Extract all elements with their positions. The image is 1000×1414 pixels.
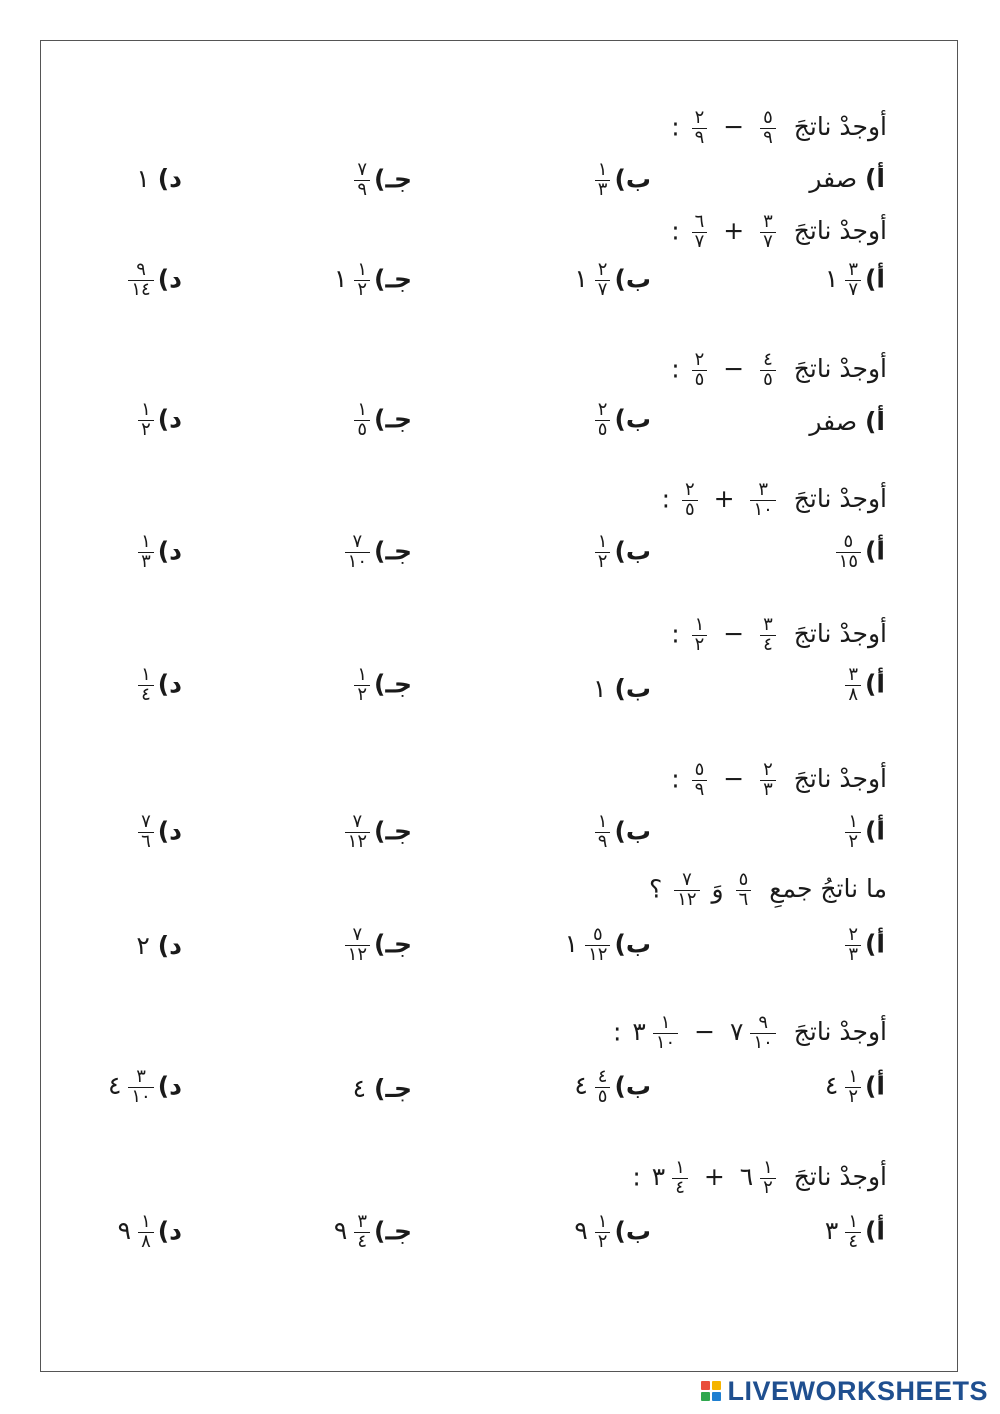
option-b[interactable]: ب) $\frac{١}{٩}$ [591, 813, 651, 852]
option-a[interactable]: أ) صفر [809, 407, 885, 436]
option-c[interactable]: جـ) $\frac{٧}{٩}$ [350, 161, 412, 200]
question-5 [39, 606, 957, 741]
question-3 [39, 341, 957, 471]
question-stem: أوجدْ ناتجَ $\frac{٢}{٣}$ − $\frac{٥}{٩}$ : [671, 759, 887, 800]
option-a[interactable]: أ) $\frac{٢}{٣}$ [841, 926, 885, 965]
option-d[interactable]: د) $\frac{٩}{١٤}$ [124, 261, 182, 300]
worksheet-frame [40, 40, 958, 1372]
question-stem: ما ناتجُ جمعِ $\frac{٥}{٦}$ وَ $\frac{٧}{١٢}$ ؟ [649, 869, 887, 910]
option-d[interactable]: د) $\frac{٣}{١٠}$ ٤ [107, 1066, 182, 1107]
question-7 [39, 866, 957, 1016]
option-a[interactable]: أ) $\frac{٥}{١٥}$ [832, 533, 885, 572]
option-b[interactable]: ب) $\frac{٢}{٥}$ [591, 401, 651, 440]
option-b[interactable]: ب) $\frac{١}{٢}$ ٩ [574, 1211, 651, 1252]
question-2 [39, 201, 957, 341]
option-c[interactable]: جـ) $\frac{١}{٢}$ [350, 666, 412, 705]
question-1 [39, 81, 957, 201]
option-b[interactable]: ب) ١ [593, 674, 651, 703]
question-8 [39, 1006, 957, 1146]
option-a[interactable]: أ) $\frac{٣}{٨}$ [841, 666, 885, 705]
option-a[interactable]: أ) $\frac{٣}{٧}$ ١ [824, 259, 885, 300]
liveworksheets-logo [701, 1376, 988, 1406]
question-stem: أوجدْ ناتجَ $\frac{٣}{٤}$ − $\frac{١}{٢}$ : [671, 614, 887, 655]
option-a[interactable]: أ) $\frac{١}{٢}$ [841, 813, 885, 852]
question-stem: أوجدْ ناتجَ $\frac{٣}{١٠}$ + $\frac{٢}{٥}$ : [661, 479, 887, 520]
option-b[interactable]: ب) $\frac{١}{٢}$ [591, 533, 651, 572]
option-d[interactable]: د) ٢ [136, 931, 182, 960]
question-stem: أوجدْ ناتجَ $\frac{٥}{٩}$ − $\frac{٢}{٩}$ : [671, 107, 887, 148]
fraction: $\frac{٢}{٩}$ [692, 109, 708, 148]
option-d[interactable]: د) $\frac{٧}{٦}$ [134, 813, 182, 852]
option-d[interactable]: د) ١ [136, 164, 182, 193]
question-9 [39, 1151, 957, 1291]
option-d[interactable]: د) $\frac{١}{٤}$ [134, 666, 182, 705]
option-c[interactable]: جـ) $\frac{٧}{١٢}$ [341, 926, 412, 965]
question-stem: أوجدْ ناتجَ $\frac{١}{٢}$ ٦ + $\frac{١}{٤}$ ٣ : [632, 1157, 887, 1198]
option-c[interactable]: جـ) $\frac{٣}{٤}$ ٩ [333, 1211, 412, 1252]
option-b[interactable]: ب) $\frac{٤}{٥}$ ٤ [574, 1066, 651, 1107]
option-b[interactable]: ب) $\frac{١}{٣}$ [591, 161, 651, 200]
option-c[interactable]: جـ) $\frac{٧}{١٠}$ [341, 533, 412, 572]
brand-name: LIVEWORKSHEETS [727, 1375, 988, 1406]
option-a[interactable]: أ) صفر [809, 164, 885, 193]
liveworksheets-logo-icon [701, 1381, 721, 1401]
option-b[interactable]: ب) $\frac{٢}{٧}$ ١ [574, 259, 651, 300]
option-c[interactable]: جـ) $\frac{١}{٥}$ [350, 401, 412, 440]
option-a[interactable]: أ) $\frac{١}{٤}$ ٣ [824, 1211, 885, 1252]
option-b[interactable]: ب) $\frac{٥}{١٢}$ ١ [564, 924, 651, 965]
option-d[interactable]: د) $\frac{١}{٣}$ [134, 533, 182, 572]
option-c[interactable]: جـ) $\frac{٧}{١٢}$ [341, 813, 412, 852]
option-d[interactable]: د) $\frac{١}{٨}$ ٩ [117, 1211, 182, 1252]
fraction: $\frac{٥}{٩}$ [760, 109, 776, 148]
question-stem: أوجدْ ناتجَ $\frac{٩}{١٠}$ ٧ − $\frac{١}{١٠}$ ٣ : [613, 1012, 887, 1053]
option-c[interactable]: جـ) ٤ [352, 1074, 412, 1103]
question-stem: أوجدْ ناتجَ $\frac{٤}{٥}$ − $\frac{٢}{٥}$ : [671, 349, 887, 390]
question-stem: أوجدْ ناتجَ $\frac{٣}{٧}$ + $\frac{٦}{٧}$ : [671, 211, 887, 252]
question-4 [39, 471, 957, 601]
option-c[interactable]: جـ) $\frac{١}{٢}$ ١ [333, 259, 412, 300]
option-d[interactable]: د) $\frac{١}{٢}$ [134, 401, 182, 440]
option-a[interactable]: أ) $\frac{١}{٢}$ ٤ [824, 1066, 885, 1107]
